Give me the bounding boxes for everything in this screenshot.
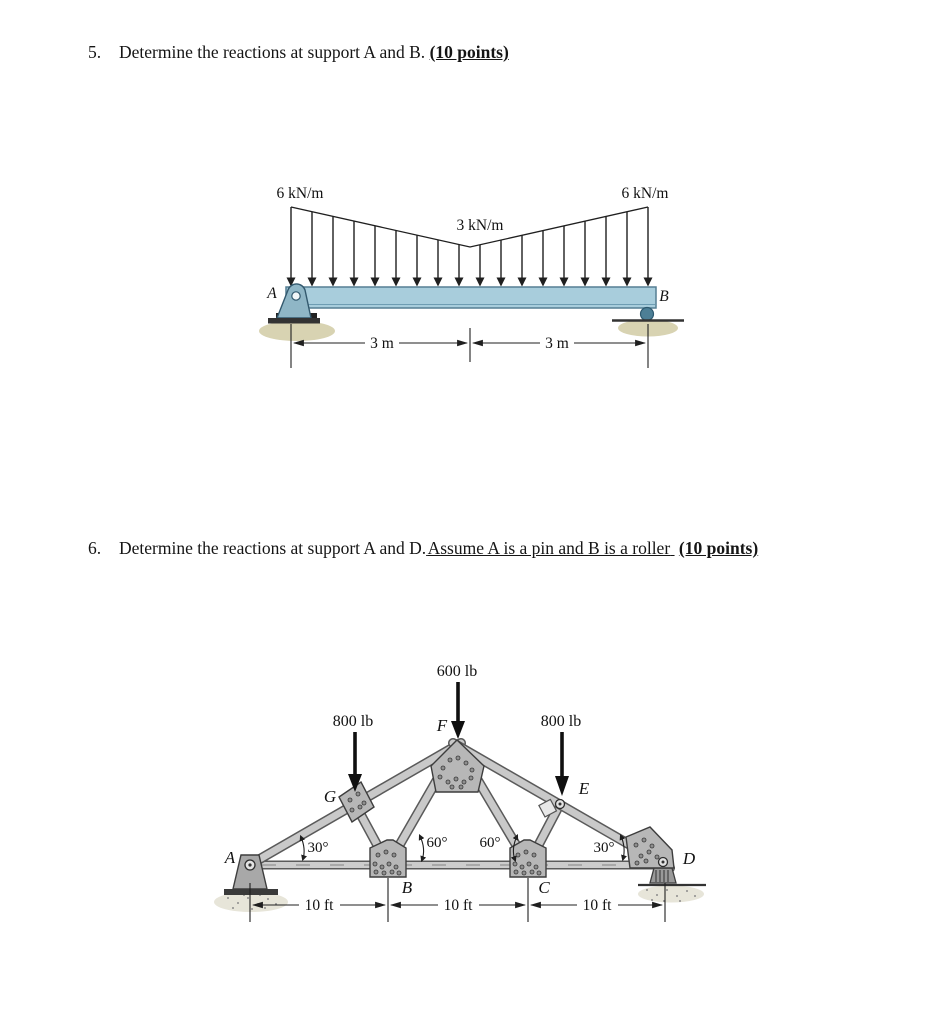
gusset-f: [431, 740, 484, 792]
problem5-number: 5.: [88, 42, 102, 62]
base-plate-a: [268, 318, 320, 324]
ground-a: [259, 321, 335, 341]
truss-label-c: C: [538, 878, 550, 897]
angle-label-b: 60°: [426, 835, 448, 851]
pin-hole: [292, 292, 300, 300]
truss-label-e: E: [578, 779, 590, 798]
truss-label-b: B: [401, 878, 413, 897]
truss-label-a: A: [224, 848, 236, 867]
a-base-plate: [224, 889, 278, 895]
problem5-points: (10 points): [429, 42, 509, 62]
load-800-left: [333, 713, 373, 792]
truss-label-f: F: [436, 716, 448, 735]
problem5-statement: Determine the reactions at support A and B.: [119, 42, 426, 62]
ground-blob-d: [638, 886, 704, 903]
problem6-number: 6.: [88, 538, 102, 558]
load-label-g: 800 lb: [332, 713, 374, 730]
problem6-statement: Determine the reactions at support A and D.: [119, 538, 427, 558]
truss-dimensions: [250, 878, 665, 922]
load-800-right: [541, 713, 581, 796]
angle-marks: [301, 836, 624, 860]
truss-dim-2: 10 ft: [443, 897, 473, 914]
truss-label-d: D: [682, 849, 696, 868]
arc-60-left: [420, 836, 424, 860]
problem5-heading: [88, 42, 509, 63]
beam-label-a: A: [267, 285, 277, 302]
beam-dim-2: 3 m: [545, 335, 569, 352]
gusset-b: [370, 840, 406, 877]
angle-label-c: 60°: [479, 835, 501, 851]
truss-dim-3: 10 ft: [582, 897, 612, 914]
beam-dimensions: [291, 324, 648, 368]
problem6-points: (10 points): [678, 538, 759, 558]
load-label-right: 6 kN/m: [621, 185, 669, 202]
beam-figure: [240, 170, 700, 375]
angle-label-a: 30°: [307, 840, 329, 856]
problem6-heading: [88, 538, 758, 559]
truss-dim-1: 10 ft: [304, 897, 334, 914]
load-label-f: 600 lb: [436, 663, 478, 680]
beam-label-b: B: [659, 288, 669, 305]
gusset-c: [510, 840, 546, 877]
load-label-middle: 3 kN/m: [456, 217, 504, 234]
truss-figure: [200, 630, 780, 940]
beam-dim-1: 3 m: [370, 335, 394, 352]
truss-label-g: G: [323, 787, 337, 806]
load-label-left: 6 kN/m: [276, 185, 324, 202]
d-rocker: [650, 868, 676, 883]
roller-circle: [641, 308, 654, 321]
angle-label-d: 30°: [593, 840, 615, 856]
problem6-assumption: Assume A is a pin and B is a roller: [427, 538, 671, 558]
load-label-e: 800 lb: [540, 713, 582, 730]
